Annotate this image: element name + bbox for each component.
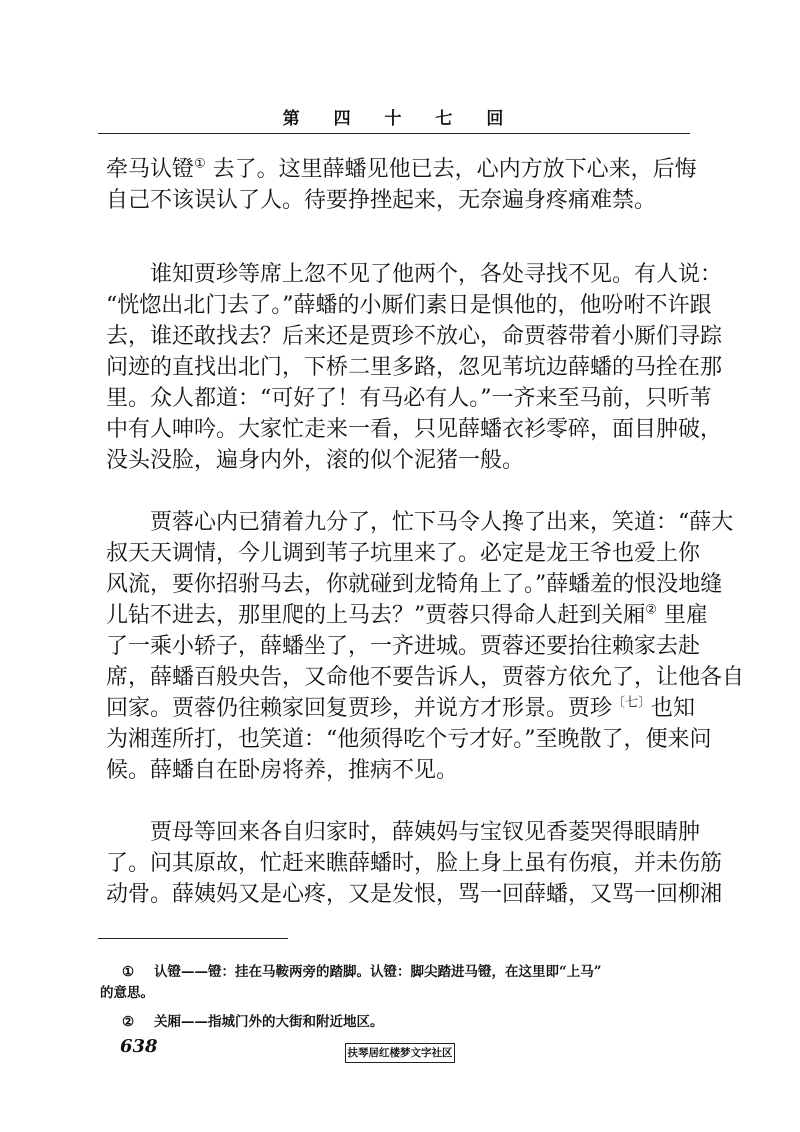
line-text: 回家。贾蓉仍往赖家回复贾珍，并说方才形景。贾珍 — [106, 696, 613, 721]
line-text-rest: 里雇 — [656, 603, 708, 628]
footnote-1-number: ① — [122, 964, 135, 980]
line-text: 里。众人都道：“可好了！有马必有人。”一齐来至马前，只听苇 — [106, 386, 712, 411]
footnote-1 — [100, 962, 690, 1004]
source-stamp: 扶琴居红楼梦文字社区 — [345, 1043, 455, 1063]
text-line — [106, 185, 690, 216]
paragraph-1 — [106, 154, 697, 216]
paragraph-3 — [106, 507, 745, 786]
line-text: 席，薛蟠百般央告，又命他不要告诉人，贾蓉方依允了，让他各自 — [106, 665, 745, 690]
text-line — [106, 154, 697, 185]
text-line — [106, 507, 734, 538]
text-line — [106, 352, 723, 383]
footnote-2 — [100, 1012, 690, 1033]
line-text: 谁知贾珍等席上忽不见了他两个，各处寻找不见。有人说： — [106, 262, 723, 287]
line-text-rest: 也知 — [651, 696, 696, 721]
note-marker: ① — [194, 156, 206, 172]
line-text-rest: 去了。这里薛蟠见他已去，心内方放下心来，后悔 — [205, 157, 697, 182]
text-line — [106, 848, 723, 879]
text-line — [106, 445, 690, 476]
line-text: 贾蓉心内已猜着九分了，忙下马令人搀了出来，笑道：“薛大 — [106, 510, 734, 535]
line-text: 了。问其原故，忙赶来瞧薛蟠时，脸上身上虽有伤痕，并未伤筋 — [106, 851, 723, 876]
line-text: 贾母等回来各自归家时，薛姨妈与宝钗见香菱哭得眼睛肿 — [106, 820, 701, 845]
text-line — [106, 569, 723, 600]
line-text: 儿钻不进去，那里爬的上马去？”贾蓉只得命人赶到关厢 — [106, 603, 646, 628]
line-text: 候。薛蟠自在卧房将养，推病不见。 — [106, 758, 459, 783]
header-rule — [98, 133, 690, 134]
text-line — [106, 290, 712, 321]
text-line — [106, 662, 745, 693]
footnote-1-text: 认镫——镫：挂在马鞍两旁的踏脚。认镫：脚尖踏进马镫，在这里即“上马” — [154, 964, 602, 980]
line-text: 牵马认镫 — [106, 157, 195, 182]
footnote-1-continuation: 的意思。 — [100, 985, 154, 1001]
text-line — [106, 383, 712, 414]
line-text: 中有人呻吟。大家忙走来一看，只见薛蟠衣衫零碎，面目肿破， — [106, 417, 723, 442]
footnote-2-number: ② — [122, 1014, 135, 1030]
text-line — [106, 755, 690, 786]
text-line — [106, 321, 723, 352]
line-text: 没头没脸，遍身内外，滚的似个泥猪一般。 — [106, 448, 525, 473]
line-text: 了一乘小轿子，薛蟠坐了，一齐进城。贾蓉还要抬往赖家去赴 — [106, 634, 701, 659]
line-text: 为湘莲所打，也笑道：“他须得吃个亏才好。”至晚散了，便来问 — [106, 727, 712, 752]
footnote-rule — [98, 938, 288, 939]
text-line — [106, 600, 708, 631]
text-line — [106, 724, 712, 755]
paragraph-4 — [106, 817, 723, 910]
text-line — [106, 879, 723, 910]
paragraph-2 — [106, 259, 723, 476]
chapter-header: 第 四 十 七 回 — [282, 109, 518, 129]
text-line — [106, 414, 723, 445]
line-text: 自己不该误认了人。待要挣挫起来，无奈遍身疼痛难禁。 — [106, 188, 657, 213]
line-text: 风流，要你招驸马去，你就碰到龙犄角上了。”薛蟠羞的恨没地缝 — [106, 572, 723, 597]
line-text: 问迹的直找出北门，下桥二里多路，忽见苇坑边薛蟠的马拴在那 — [106, 355, 723, 380]
text-line — [106, 538, 701, 569]
note-marker: ② — [645, 602, 657, 618]
page-number: 638 — [120, 1036, 158, 1057]
line-text: 去，谁还敢找去？后来还是贾珍不放心，命贾蓉带着小厮们寻踪 — [106, 324, 723, 349]
line-text: 动骨。薛姨妈又是心疼，又是发恨，骂一回薛蟠，又骂一回柳湘 — [106, 882, 723, 907]
text-line — [106, 631, 701, 662]
text-line — [106, 817, 701, 848]
text-line — [106, 259, 723, 290]
line-text: 叔天天调情，今儿调到苇子坑里来了。必定是龙王爷也爱上你 — [106, 541, 701, 566]
line-text: “恍惚出北门去了。”薛蟠的小厮们素日是惧他的，他吩咐不许跟 — [106, 293, 712, 318]
text-line — [106, 693, 696, 724]
note-marker: 〔七〕 — [612, 695, 652, 711]
footnote-2-text: 关厢——指城门外的大街和附近地区。 — [154, 1014, 384, 1030]
